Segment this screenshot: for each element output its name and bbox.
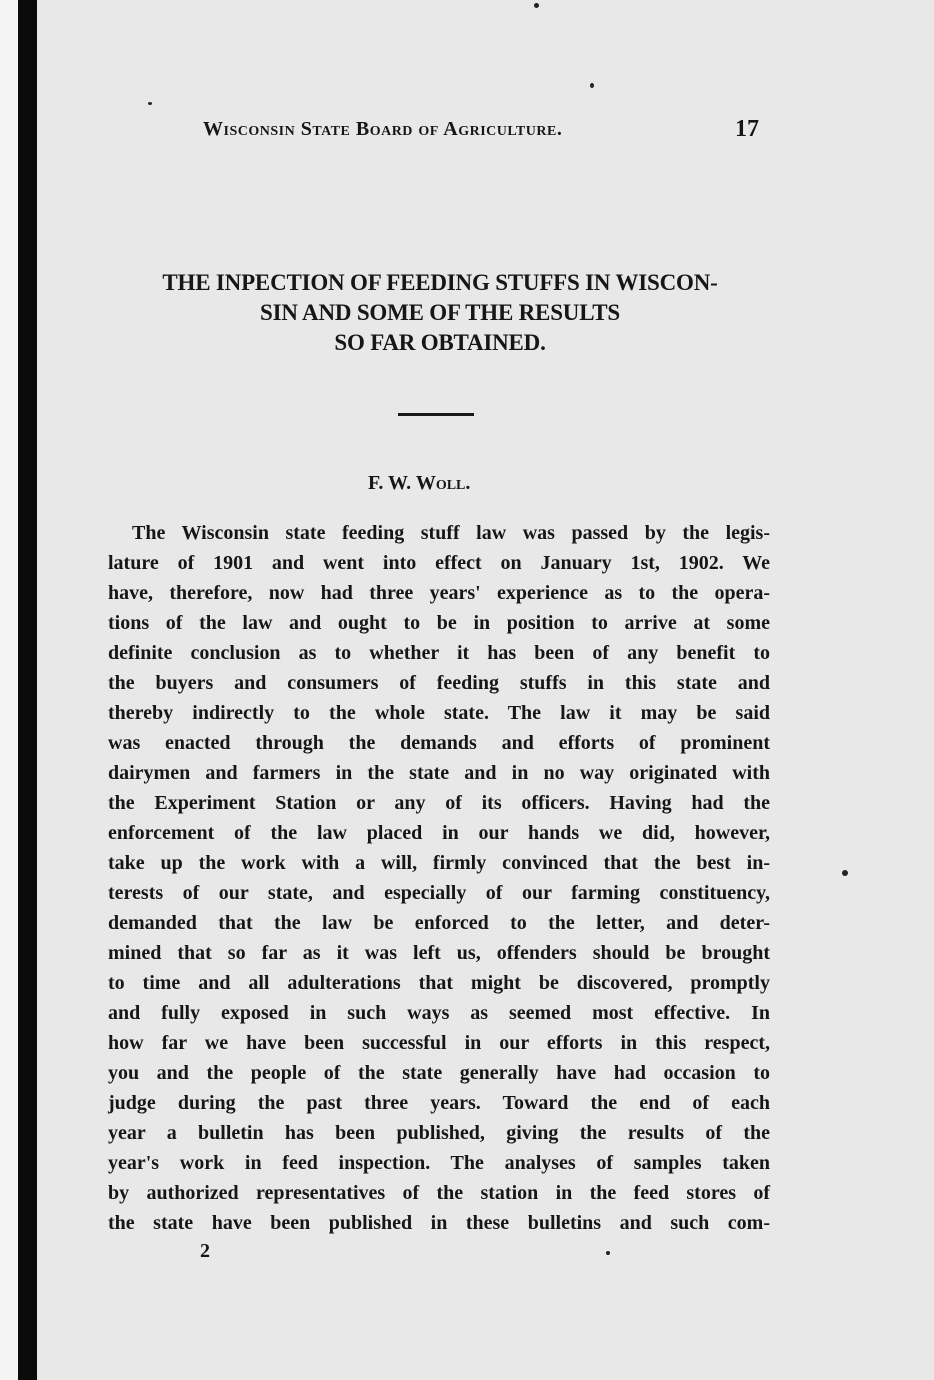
title-rule [398,413,474,416]
scan-speck [590,83,594,88]
text-line: lature of 1901 and went into effect on January 1st, 1902. We [108,552,770,574]
title-line: SO FAR OBTAINED. [334,330,546,355]
scan-speck [148,102,152,105]
body-paragraph [108,518,770,1238]
text-line: terests of our state, and especially of our farming constituency, [108,882,770,904]
signature-mark: 2 [200,1240,210,1262]
title-line: SIN AND SOME OF THE RESULTS [260,300,620,325]
text-line: by authorized representatives of the station in the feed stores of [108,1182,770,1204]
binding-shadow [18,0,37,1380]
text-line: The Wisconsin state feeding stuff law was passed by the legis- [132,522,770,544]
text-line: to time and all adulterations that might be discovered, promptly [108,972,770,994]
text-line: dairymen and farmers in the state and in no way originated with [108,762,770,784]
text-line: definite conclusion as to whether it has been of any benefit to [108,642,770,664]
running-head: Wisconsin State Board of Agriculture. [203,118,563,140]
page-edge [0,0,18,1380]
text-line: the state have been published in these bulletins and such com- [108,1212,770,1234]
text-line: judge during the past three years. Toward the end of each [108,1092,770,1114]
scan-speck [534,3,539,8]
page-number: 17 [735,116,759,142]
text-line: enforcement of the law placed in our hands we did, however, [108,822,770,844]
text-line: and fully exposed in such ways as seemed most effective. In [108,1002,770,1024]
text-line: demanded that the law be enforced to the letter, and deter- [108,912,770,934]
article-title [100,268,780,358]
scan-speck [842,870,848,876]
text-line: how far we have been successful in our efforts in this respect, [108,1032,770,1054]
text-line: was enacted through the demands and efforts of prominent [108,732,770,754]
text-line: take up the work with a will, firmly convinced that the best in- [108,852,770,874]
text-line: thereby indirectly to the whole state. The law it may be said [108,702,770,724]
text-line: mined that so far as it was left us, offenders should be brought [108,942,770,964]
text-line: the buyers and consumers of feeding stuffs in this state and [108,672,770,694]
title-line: THE INPECTION OF FEEDING STUFFS IN WISCON- [162,270,718,295]
text-line: you and the people of the state generally have had occasion to [108,1062,770,1084]
scan-speck [606,1251,610,1255]
text-line: year a bulletin has been published, giving the results of the [108,1122,770,1144]
author-name: F. W. Woll. [368,472,471,494]
text-line: have, therefore, now had three years' experience as to the opera- [108,582,770,604]
text-line: year's work in feed inspection. The analyses of samples taken [108,1152,770,1174]
text-line: tions of the law and ought to be in position to arrive at some [108,612,770,634]
text-line: the Experiment Station or any of its officers. Having had the [108,792,770,814]
